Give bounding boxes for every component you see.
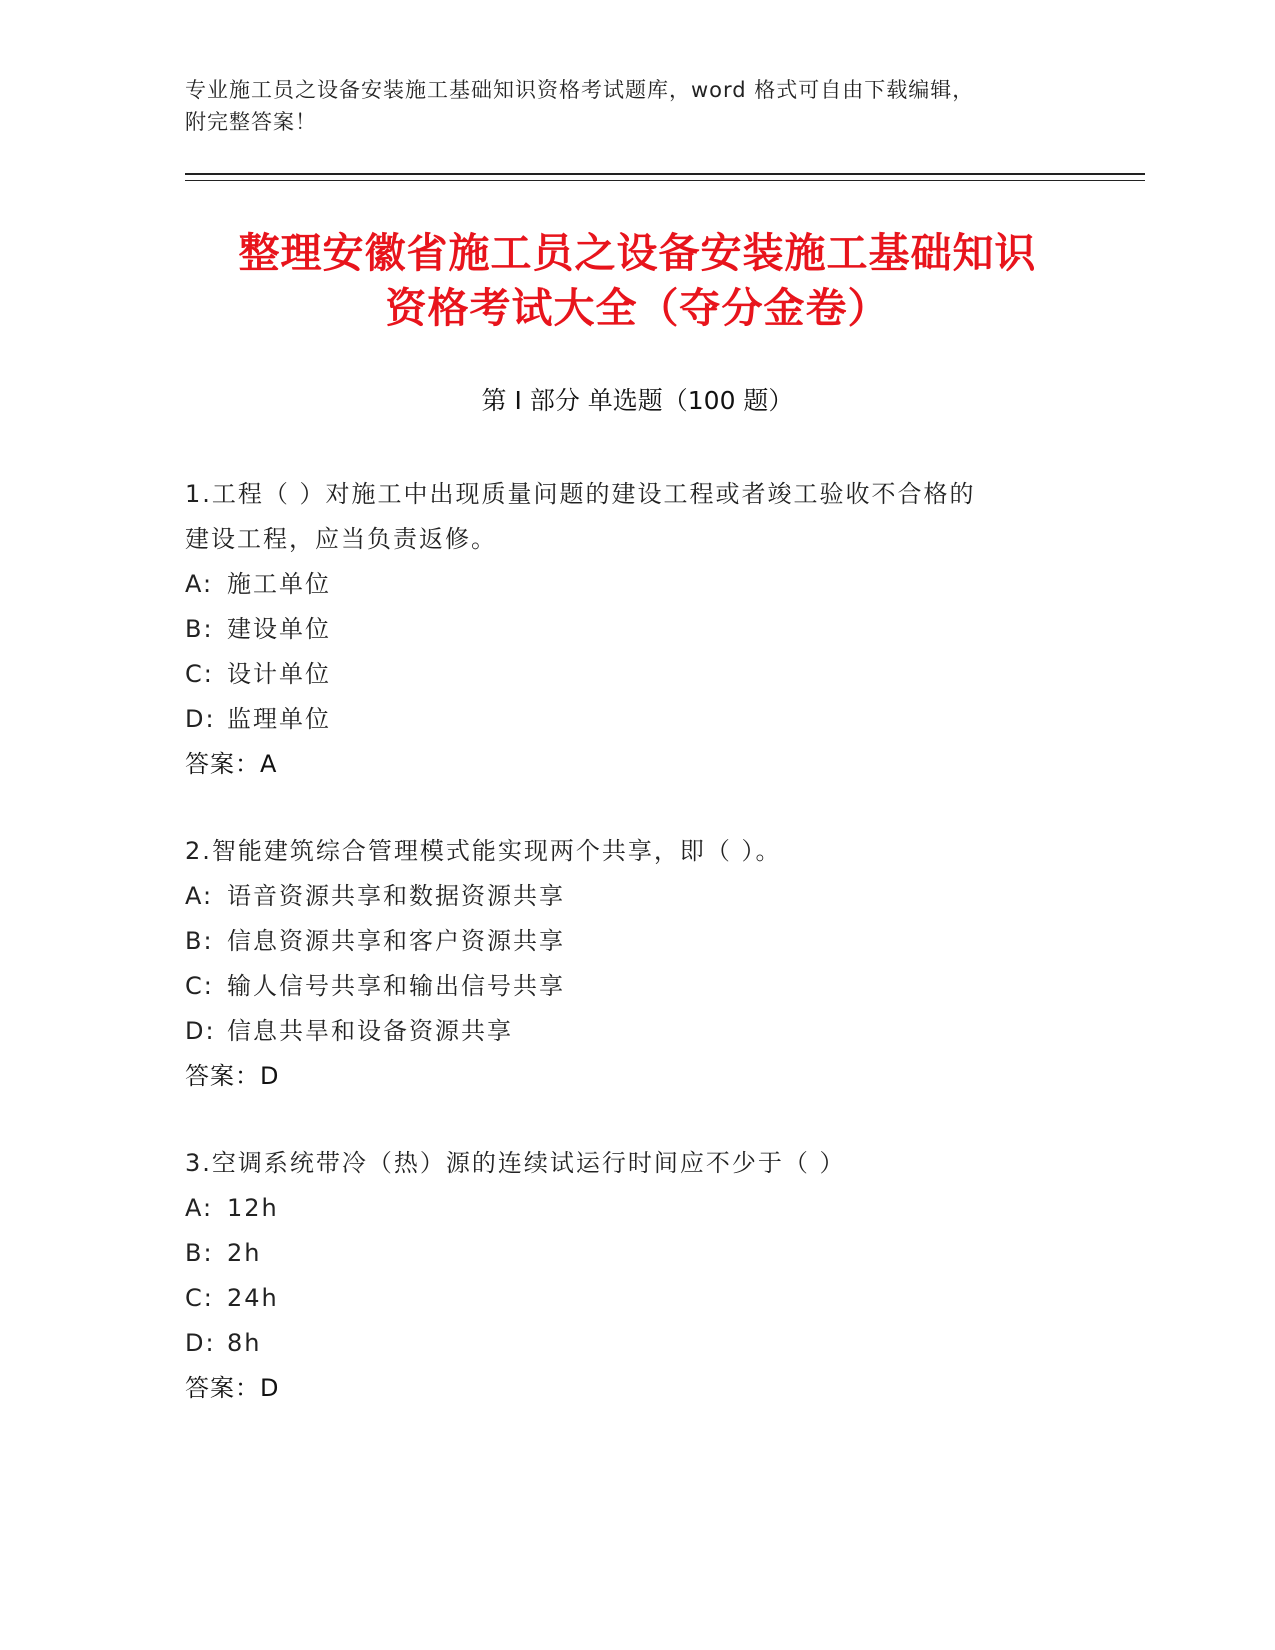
- question-2: [185, 829, 1085, 1099]
- option-d: [185, 697, 1085, 742]
- header-divider-thin: [185, 180, 1145, 181]
- option-b: [185, 1231, 1085, 1276]
- option-d: [185, 1009, 1085, 1054]
- option-c: [185, 652, 1085, 697]
- option-text: 2h: [227, 1239, 262, 1267]
- question-list: [185, 472, 1085, 1453]
- header-note-line-2: 附完整答案！: [185, 110, 317, 134]
- option-text: 输人信号共享和输出信号共享: [227, 972, 565, 1000]
- option-key: A:: [185, 1194, 214, 1222]
- question-stem-line: 建设工程，应当负责返修。: [185, 525, 497, 553]
- option-key: D:: [185, 1329, 216, 1357]
- header-divider-thick: [185, 173, 1145, 175]
- option-text: 语音资源共享和数据资源共享: [227, 882, 565, 910]
- option-text: 设计单位: [227, 660, 331, 688]
- question-stem: [185, 1141, 1085, 1186]
- option-text: 8h: [227, 1329, 262, 1357]
- header-note-line-1: 专业施工员之设备安装施工基础知识资格考试题库，word 格式可自由下载编辑，: [185, 78, 975, 102]
- question-stem: [185, 472, 1085, 562]
- document-title-line-1: 整理安徽省施工员之设备安装施工基础知识: [238, 229, 1037, 277]
- option-d: [185, 1321, 1085, 1366]
- option-key: B:: [185, 927, 214, 955]
- answer-line: 答案：D: [185, 1374, 280, 1402]
- option-text: 24h: [227, 1284, 279, 1312]
- question-1: [185, 472, 1085, 787]
- option-b: [185, 919, 1085, 964]
- question-stem: [185, 829, 1085, 874]
- answer-line: 答案：D: [185, 1062, 280, 1090]
- option-key: B:: [185, 615, 214, 643]
- option-key: C:: [185, 1284, 214, 1312]
- option-b: [185, 607, 1085, 652]
- question-stem-line: 1.工程（ ）对施工中出现质量问题的建设工程或者竣工验收不合格的: [185, 480, 976, 508]
- option-text: 施工单位: [227, 570, 331, 598]
- option-text: 监理单位: [227, 705, 331, 733]
- header-note: [185, 74, 1065, 138]
- option-a: [185, 562, 1085, 607]
- document-title-line-2: 资格考试大全（夺分金卷）: [385, 284, 890, 332]
- document-title: [130, 226, 1145, 336]
- option-key: D:: [185, 1017, 216, 1045]
- option-key: C:: [185, 660, 214, 688]
- option-key: D:: [185, 705, 216, 733]
- section-heading: 第 I 部分 单选题（100 题）: [481, 386, 794, 415]
- option-text: 信息资源共享和客户资源共享: [227, 927, 565, 955]
- option-a: [185, 874, 1085, 919]
- option-c: [185, 1276, 1085, 1321]
- option-key: A:: [185, 570, 214, 598]
- answer-line: 答案：A: [185, 750, 278, 778]
- question-3: [185, 1141, 1085, 1411]
- option-key: B:: [185, 1239, 214, 1267]
- option-text: 信息共旱和设备资源共享: [227, 1017, 513, 1045]
- option-c: [185, 964, 1085, 1009]
- option-key: C:: [185, 972, 214, 1000]
- option-text: 12h: [227, 1194, 279, 1222]
- option-a: [185, 1186, 1085, 1231]
- option-key: A:: [185, 882, 214, 910]
- option-text: 建设单位: [227, 615, 331, 643]
- question-stem-line: 2.智能建筑综合管理模式能实现两个共享，即（ ）。: [185, 837, 782, 865]
- question-stem-line: 3.空调系统带冷（热）源的连续试运行时间应不少于（ ）: [185, 1149, 846, 1177]
